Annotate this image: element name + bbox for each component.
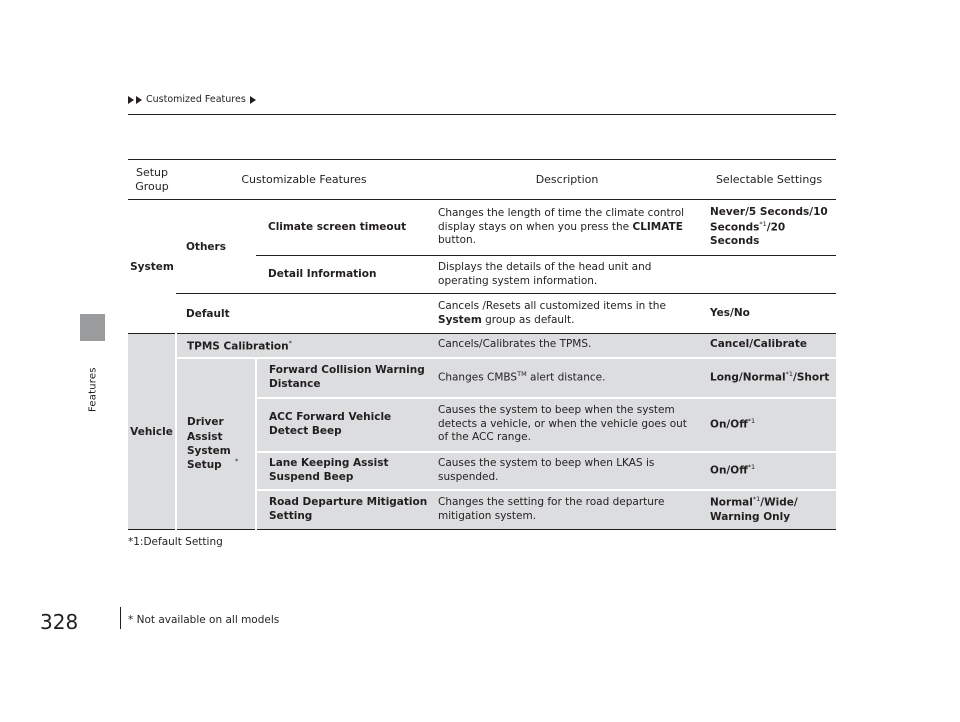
footnote-mark: *1	[747, 416, 756, 425]
desc-road-departure-mitigation-setting: Changes the setting for the road departure mitigation system.	[432, 490, 702, 530]
customized-features-table	[128, 159, 836, 530]
subgroup-others: Others	[176, 200, 256, 294]
table-row	[128, 200, 836, 256]
setting-separator: /	[809, 205, 814, 218]
subgroup-label: Driver Assist System Setup	[187, 416, 231, 471]
footer-divider	[120, 607, 121, 629]
setting-separator: /	[760, 496, 765, 509]
default-setting-footnote: *1:Default Setting	[128, 536, 223, 548]
table-header-row	[128, 160, 836, 200]
desc-bold-text: CLIMATE	[632, 220, 683, 233]
feature-lane-keeping-assist-suspend-beep: Lane Keeping Assist Suspend Beep	[256, 452, 432, 490]
setting-separator: /	[793, 496, 798, 509]
setting-option: 20 Seconds	[710, 221, 786, 248]
setting-option: Yes	[710, 306, 731, 319]
not-available-note: * Not available on all models	[128, 614, 280, 626]
setting-option: Cancel	[710, 338, 750, 351]
breadcrumb-arrow-icon	[250, 96, 256, 104]
settings-acc-forward-vehicle-detect-beep	[702, 398, 836, 452]
setting-separator: /	[738, 371, 743, 384]
setting-option: Off	[730, 464, 748, 477]
chapter-tab-marker	[80, 314, 105, 341]
desc-text: alert distance.	[526, 371, 606, 384]
desc-text: button.	[438, 234, 476, 247]
setting-option: Normal	[742, 371, 786, 384]
setting-option: On	[710, 418, 727, 431]
setting-option: Warning Only	[710, 510, 791, 523]
header-description: Description	[432, 160, 702, 200]
setting-separator: /	[745, 205, 749, 218]
desc-forward-collision-warning-distance	[432, 358, 702, 398]
table-row	[128, 294, 836, 334]
setting-option: 5 Seconds	[748, 205, 810, 218]
desc-detail-information: Displays the details of the head unit and operating system information.	[432, 256, 702, 294]
breadcrumb	[128, 94, 256, 105]
feature-detail-information: Detail Information	[256, 256, 432, 294]
footnote-mark: *1	[759, 219, 767, 228]
feature-climate-screen-timeout: Climate screen timeout	[256, 200, 432, 256]
not-all-models-mark: *	[288, 338, 292, 347]
feature-tpms-calibration	[176, 334, 432, 358]
settings-tpms-calibration	[702, 334, 836, 358]
footnote-mark: *1	[747, 462, 756, 471]
feature-default: Default	[176, 294, 432, 334]
feature-acc-forward-vehicle-detect-beep: ACC Forward Vehicle Detect Beep	[256, 398, 432, 452]
subgroup-driver-assist-system-setup	[176, 358, 256, 530]
group-system: System	[128, 200, 176, 334]
setting-option: Calibrate	[753, 338, 807, 351]
setting-option: Normal	[710, 496, 753, 509]
breadcrumb-section[interactable]: Customized Features	[146, 94, 246, 105]
settings-road-departure-mitigation-setting	[702, 490, 836, 530]
header-customizable-features: Customizable Features	[176, 160, 432, 200]
desc-text: group as default.	[481, 313, 575, 326]
breadcrumb-arrow-icon	[136, 96, 142, 104]
setting-separator: /	[792, 371, 797, 384]
chapter-label: Features	[87, 367, 99, 413]
setting-option: Off	[730, 418, 748, 431]
desc-text: Changes the length of time the climate control display stays on when you press the	[438, 206, 685, 233]
not-all-models-mark: *	[235, 457, 239, 466]
footnote-mark: *1	[752, 495, 761, 504]
feature-label: TPMS Calibration	[187, 340, 289, 352]
settings-forward-collision-warning-distance	[702, 358, 836, 398]
desc-acc-forward-vehicle-detect-beep: Causes the system to beep when the system detects a vehicle, or when the vehicle goes out of the ACC range.	[432, 398, 702, 452]
setting-option: 10 Seconds	[710, 205, 828, 234]
feature-forward-collision-warning-distance: Forward Collision Warning Distance	[256, 358, 432, 398]
desc-bold-text: System	[438, 313, 482, 326]
setting-option: Never	[710, 205, 746, 218]
setting-separator: /	[730, 306, 734, 319]
header-selectable-settings: Selectable Settings	[702, 160, 836, 200]
trademark-mark: TM	[517, 369, 527, 378]
footnote-mark: *1	[785, 369, 793, 378]
setting-option: No	[733, 306, 750, 319]
desc-climate-screen-timeout	[432, 200, 702, 256]
desc-text: Changes CMBS	[438, 371, 518, 384]
desc-tpms-calibration: Cancels/Calibrates the TPMS.	[432, 334, 702, 358]
setting-separator: /	[766, 221, 771, 234]
desc-lane-keeping-assist-suspend-beep: Causes the system to beep when LKAS is suspended.	[432, 452, 702, 490]
desc-default	[432, 294, 702, 334]
desc-text: Cancels /Resets all customized items in the	[438, 299, 666, 312]
setting-option: Long	[710, 371, 739, 384]
feature-road-departure-mitigation-setting: Road Departure Mitigation Setting	[256, 490, 432, 530]
setting-separator: /	[749, 338, 754, 351]
setting-option: Wide	[764, 496, 794, 509]
settings-climate-screen-timeout	[702, 200, 836, 256]
setting-option: On	[710, 464, 727, 477]
group-vehicle: Vehicle	[128, 334, 176, 530]
page-number: 328	[40, 610, 79, 634]
settings-default	[702, 294, 836, 334]
table-row	[128, 358, 836, 398]
settings-detail-information	[702, 256, 836, 294]
breadcrumb-arrow-icon	[128, 96, 134, 104]
header-setup-group: Setup Group	[128, 160, 176, 200]
settings-lane-keeping-assist-suspend-beep	[702, 452, 836, 490]
header-rule	[128, 114, 836, 115]
setting-separator: /	[726, 418, 731, 431]
setting-option: Short	[796, 371, 830, 384]
table-row	[128, 334, 836, 358]
setting-separator: /	[726, 464, 731, 477]
